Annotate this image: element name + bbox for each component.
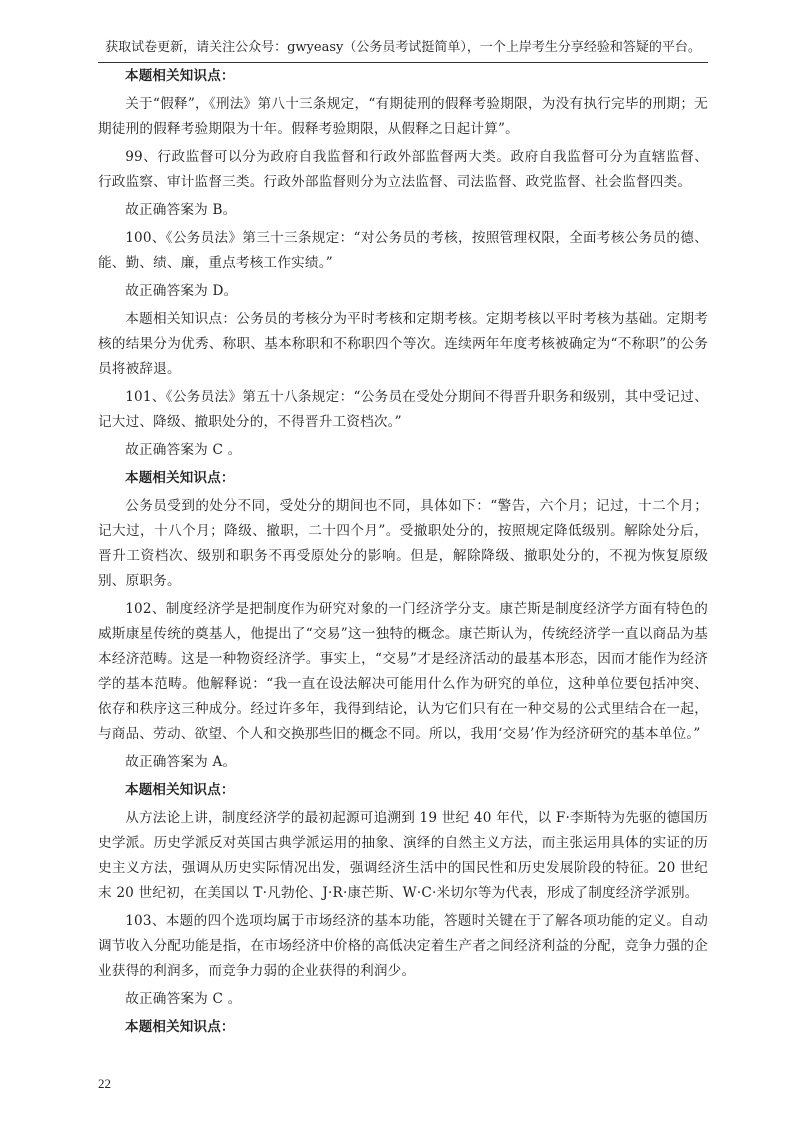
paragraph: 公务员受到的处分不同，受处分的期间也不同，具体如下：“警告，六个月；记过，十二个月；记大过，十八个月；降级、撤职，二十四个月”。受撤职处分的，按照规定降低级别。解除处分后，晋升工资档次、级别和职务不再受原处分的影响。但是，解除降级、撤职处分的，不视为恢复原级别、原职务。 bbox=[98, 498, 708, 589]
paragraph: 99、行政监督可以分为政府自我监督和行政外部监督两大类。政府自我监督可分为直辖监督、行政监察、审计监督三类。行政外部监督则分为立法监督、司法监督、政党监督、社会监督四类。 bbox=[98, 149, 708, 190]
paragraph: 从方法论上讲，制度经济学的最初起源可追溯到 19 世纪 40 年代，以 F·李斯特为先驱的德国历史学派。历史学派反对英国古典学派运用的抽象、演绎的自然主义方法，而主张运用具体的实证的历史主义方法，强调从历史实际情况出发，强调经济生活中的国民性和历史发展阶段的特征。20 世纪末 20 世纪初，在美国以 T·凡勃伦、J·R·康芒斯、W·C·米切尔等为代表，形成了制度经济学派别。 bbox=[98, 810, 708, 901]
page-number: 22 bbox=[98, 1076, 111, 1091]
paragraph: 故正确答案为 D。 bbox=[125, 283, 238, 299]
paragraph: 故正确答案为 B。 bbox=[125, 202, 237, 218]
section-heading: 本题相关知识点： bbox=[125, 470, 235, 486]
paragraph: 102、制度经济学是把制度作为研究对象的一门经济学分支。康芒斯是制度经济学方面有特色的威斯康星传统的奠基人，他提出了“交易”这一独特的概念。康芒斯认为，传统经济学一直以商品为基本经济范畴。这是一种物资经济学。事实上，“交易”才是经济活动的最基本形态，因而才能作为经济学的基本范畴。他解释说：“我一直在设法解决可能用什么作为研究的单位，这种单位要包括冲突、依存和秩序这三种成分。经过许多年，我得到结论，认为它们只有在一种交易的公式里结合在一起，与商品、劳动、欲望、个人和交换那些旧的概念不同。所以，我用‘交易’作为经济研究的基本单位。” bbox=[98, 601, 708, 742]
page-header: 获取试卷更新，请关注公众号：gwyeasy（公务员考试挺简单），一个上岸考生分享经验和答疑的平台。 bbox=[98, 38, 708, 63]
paragraph: 故正确答案为 C 。 bbox=[125, 442, 242, 458]
section-heading: 本题相关知识点： bbox=[125, 1019, 235, 1035]
paragraph: 100、《公务员法》第三十三条规定：“对公务员的考核，按照管理权限，全面考核公务员的德、能、勤、绩、廉，重点考核工作实绩。” bbox=[98, 230, 708, 271]
document-body bbox=[98, 64, 708, 1043]
section-heading: 本题相关知识点： bbox=[125, 782, 235, 798]
paragraph: 103、本题的四个选项均属于市场经济的基本功能，答题时关键在于了解各项功能的定义。自动调节收入分配功能是指，在市场经济中价格的高低决定着生产者之间经济利益的分配，竞争力强的企业获得的利润多，而竞争力弱的企业获得的利润少。 bbox=[98, 913, 708, 979]
paragraph: 本题相关知识点：公务员的考核分为平时考核和定期考核。定期考核以平时考核为基础。定期考核的结果分为优秀、称职、基本称职和不称职四个等次。连续两年年度考核被确定为“不称职”的公务员将被辞退。 bbox=[98, 311, 708, 377]
section-heading: 本题相关知识点： bbox=[125, 68, 235, 84]
paragraph: 故正确答案为 C 。 bbox=[125, 991, 242, 1007]
paragraph: 关于“假释”，《刑法》第八十三条规定，“有期徒刑的假释考验期限，为没有执行完毕的刑期；无期徒刑的假释考验期限为十年。假释考验期限，从假释之日起计算”。 bbox=[98, 96, 708, 137]
paragraph: 101、《公务员法》第五十八条规定：“公务员在受处分期间不得晋升职务和级别，其中受记过、记大过、降级、撤职处分的，不得晋升工资档次。” bbox=[98, 389, 708, 430]
paragraph: 故正确答案为 A。 bbox=[125, 754, 237, 770]
